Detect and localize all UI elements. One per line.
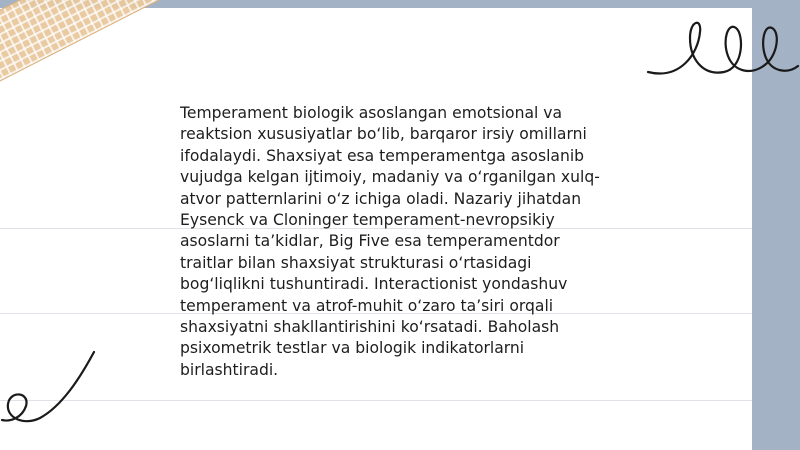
body-paragraph: Temperament biologik asoslangan emotsional va reaktsion xususiyatlar bo‘lib, barqaror irsiy omillarni ifodalaydi. Shaxsiyat esa temperamentga asoslanib vujudga kelgan ijtimoiy, madaniy va o‘rganilgan xulq- atvor patternlarini o‘z ichiga oladi. Nazariy jihatdan Eysenck va Cloninger temperament-nevropsikiy asoslarni ta’kidlar, Big Five esa temperamentdor traitlar bilan shaxsiyat strukturasi o‘rtasidagi bog‘liqlikni tushuntiradi. Interactionist yondashuv temperament va atrof-muhit o‘zaro ta’siri orqali shaxsiyatni shakllantirishini ko‘rsatadi. Baholash psixometrik testlar va biologik indikatorlarni birlashtiradi. [180, 104, 600, 379]
paper-rule-line [0, 400, 752, 401]
loop-scribble-icon [640, 14, 800, 84]
curl-scribble-icon [0, 348, 110, 428]
